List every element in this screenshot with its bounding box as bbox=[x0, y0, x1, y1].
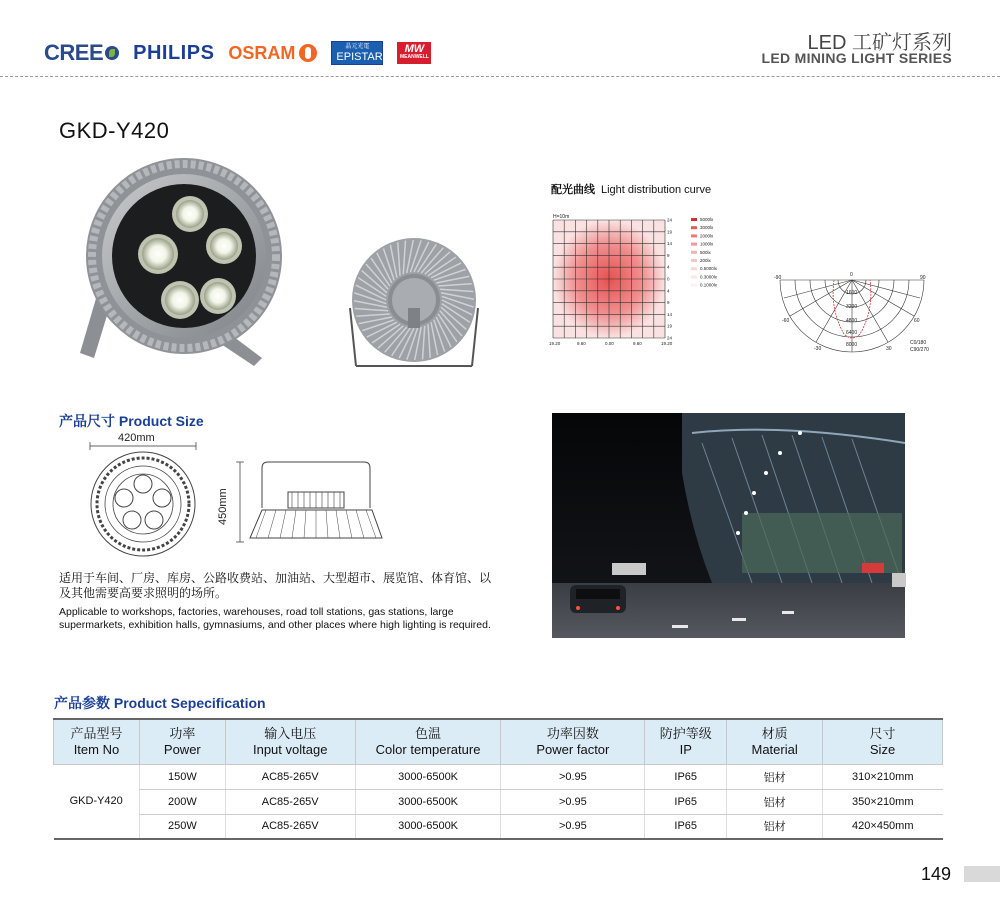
legend-label: 0.1000lx bbox=[700, 282, 718, 288]
page-number-bar bbox=[964, 866, 1000, 882]
page-header bbox=[0, 0, 1000, 80]
dimension-front-drawing bbox=[88, 440, 198, 558]
legend-label: 200lx bbox=[700, 258, 711, 263]
legend-label: 1000lx bbox=[700, 241, 714, 247]
model-title: GKD-Y420 bbox=[59, 118, 170, 143]
svg-text:-90: -90 bbox=[774, 275, 782, 281]
polar-distribution-curve bbox=[770, 270, 940, 360]
brand-logos bbox=[44, 40, 431, 66]
meanwell-logo: MW MEANWELL bbox=[397, 42, 431, 64]
dimension-side-drawing bbox=[232, 458, 382, 544]
svg-text:90: 90 bbox=[920, 275, 926, 281]
header-size: 尺寸 Size bbox=[823, 719, 943, 764]
header-power-factor: 功率因数 Power factor bbox=[501, 719, 645, 764]
table-row: 200W AC85-265V 3000-6500K >0.95 IP65 铝材 350×210mm bbox=[54, 789, 943, 814]
grid-right-tick: 14 bbox=[667, 311, 673, 317]
spec-title: 产品参数 Product Sepecification bbox=[54, 695, 266, 711]
header-color-temperature: 色温 Color temperature bbox=[355, 719, 501, 764]
header-input-voltage: 输入电压 Input voltage bbox=[225, 719, 355, 764]
size-width-label: 420mm bbox=[118, 432, 155, 444]
osram-bulb-icon bbox=[299, 44, 317, 62]
light-distribution-title: 配光曲线 Light distribution curve bbox=[551, 184, 712, 196]
header-divider bbox=[0, 76, 1000, 77]
cree-logo: CREE bbox=[44, 40, 119, 66]
grid-bottom-tick: 19.20 bbox=[549, 341, 561, 346]
svg-text:30: 30 bbox=[886, 346, 892, 352]
header-material: 材质 Material bbox=[727, 719, 823, 764]
legend-label: 0.5000lx bbox=[700, 266, 718, 272]
svg-text:C0/180: C0/180 bbox=[910, 340, 927, 346]
philips-logo: PHILIPS bbox=[133, 41, 215, 64]
legend-swatch bbox=[691, 243, 697, 246]
grid-right-tick: 9 bbox=[667, 300, 670, 306]
legend-swatch bbox=[691, 226, 697, 229]
svg-text:60: 60 bbox=[914, 318, 920, 324]
spec-table bbox=[53, 718, 943, 840]
product-size-title: 产品尺寸 Product Size bbox=[59, 413, 204, 429]
svg-text:8000: 8000 bbox=[846, 342, 858, 348]
application-text-cn: 适用于车间、厂房、库房、公路收费站、加油站、大型超市、展览馆、体育馆、以及其他需要高要求照明的场所。 bbox=[59, 571, 492, 600]
series-title-en: LED MINING LIGHT SERIES bbox=[761, 50, 952, 66]
table-row: GKD-Y420 150W AC85-265V 3000-6500K >0.95 IP65 铝材 310×210mm bbox=[54, 764, 943, 789]
toll-station-night-photo bbox=[552, 413, 905, 638]
header-ip: 防护等级 IP bbox=[645, 719, 727, 764]
cree-leaf-icon bbox=[105, 46, 119, 60]
grid-right-tick: 24 bbox=[667, 335, 673, 341]
header-power: 功率 Power bbox=[139, 719, 225, 764]
epistar-logo: 晶元光電 EPISTAR bbox=[331, 41, 383, 65]
legend-swatch bbox=[691, 234, 697, 237]
grid-right-tick: 0 bbox=[667, 276, 670, 282]
header-item-no: 产品型号 Item No bbox=[54, 719, 140, 764]
grid-right-tick: 24 bbox=[667, 217, 673, 223]
model-cell: GKD-Y420 bbox=[54, 764, 140, 839]
legend-label: 3000lx bbox=[700, 225, 714, 231]
legend-swatch bbox=[691, 259, 697, 262]
lamp-back-image bbox=[346, 238, 481, 370]
svg-text:-30: -30 bbox=[814, 346, 822, 352]
svg-text:1600: 1600 bbox=[846, 290, 858, 296]
grid-right-tick: 4 bbox=[667, 288, 670, 294]
lamp-front-image bbox=[72, 158, 272, 368]
size-height-label: 450mm bbox=[217, 488, 229, 525]
grid-right-tick: 19 bbox=[667, 229, 673, 235]
grid-right-tick: 19 bbox=[667, 323, 673, 329]
legend-swatch bbox=[691, 218, 697, 221]
svg-text:C90/270: C90/270 bbox=[910, 347, 929, 353]
legend-swatch bbox=[691, 284, 697, 287]
grid-right-tick: 9 bbox=[667, 252, 670, 258]
grid-bottom-tick: 9.60 bbox=[577, 341, 586, 346]
svg-text:-60: -60 bbox=[782, 318, 790, 324]
page-number: 149 bbox=[921, 864, 952, 884]
legend-label: 2000lx bbox=[700, 233, 714, 239]
legend-swatch bbox=[691, 251, 697, 254]
svg-text:0: 0 bbox=[850, 272, 853, 278]
grid-right-tick: 4 bbox=[667, 264, 670, 270]
legend-label: 500lx bbox=[700, 249, 711, 255]
table-row: 250W AC85-265V 3000-6500K >0.95 IP65 铝材 420×450mm bbox=[54, 814, 943, 839]
grid-bottom-tick: 19.20 bbox=[661, 341, 673, 346]
grid-bottom-tick: 9.60 bbox=[633, 341, 642, 346]
legend-swatch bbox=[691, 267, 697, 270]
spec-header-row bbox=[54, 719, 943, 764]
light-distribution-grid bbox=[551, 212, 741, 352]
application-text-en: Applicable to workshops, factories, warehouses, road toll stations, gas stations, large supermarkets, exhibition halls, gymnasiums, and other places where high lighting is required. bbox=[59, 606, 491, 631]
svg-text:3200: 3200 bbox=[846, 304, 858, 310]
grid-right-tick: 14 bbox=[667, 241, 673, 247]
legend-swatch bbox=[691, 275, 697, 278]
legend-label: 5000lx bbox=[700, 217, 714, 222]
osram-logo: OSRAM bbox=[228, 43, 317, 64]
series-title-cn: LED 工矿灯系列 bbox=[807, 32, 952, 54]
legend-label: 0.3000lx bbox=[700, 274, 718, 280]
grid-height-label: H=10m bbox=[553, 214, 570, 220]
svg-text:4800: 4800 bbox=[846, 318, 858, 324]
svg-text:6400: 6400 bbox=[846, 330, 858, 336]
grid-bottom-tick: 0.00 bbox=[605, 341, 614, 346]
